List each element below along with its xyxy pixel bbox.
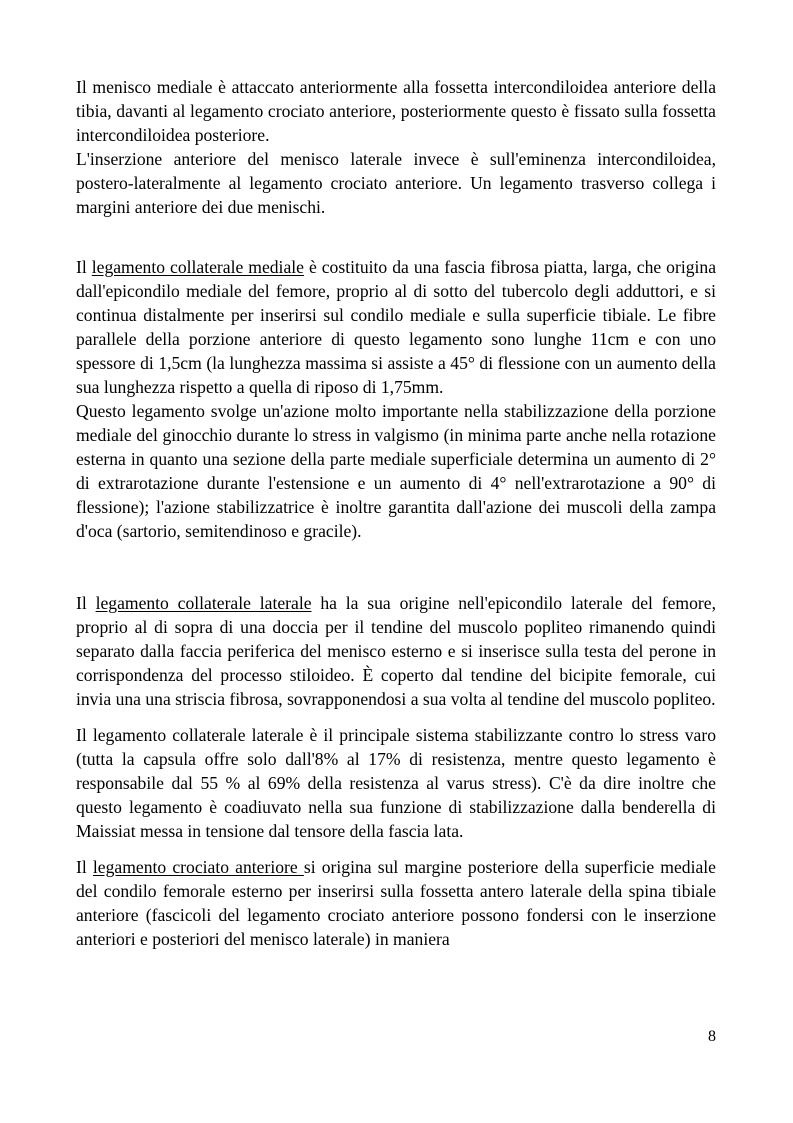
paragraph-menisco-laterale: L'inserzione anteriore del menisco laterale invece è sull'eminenza intercondiloidea, postero-lateralmente al legamento crociato anteriore. Un legamento trasverso collega i margini anteriore dei due menischi. [76, 149, 716, 217]
paragraph-gap [76, 843, 716, 855]
paragraph-gap [76, 711, 716, 723]
paragraph-gap [76, 543, 716, 591]
paragraph-gap [76, 219, 716, 255]
paragraph-collaterale-mediale-funzione: Questo legamento svolge un'azione molto importante nella stabilizzazione della porzione mediale del ginocchio durante lo stress in valgismo (in minima parte anche nella rotazione esterna in quanto una sezione della parte mediale superficiale determina un aumento di 2° di extrarotazione durante l'estensione e un aumento di 4° nell'extrarotazione a 90° di flessione); l'azione stabilizzatrice è inoltre garantita dall'azione dei muscoli della zampa d'oca (sartorio, semitendinoso e gracile). [76, 401, 716, 541]
heading-collaterale-laterale: legamento collaterale laterale [95, 593, 312, 613]
paragraph-collaterale-mediale: Il legamento collaterale mediale è costituito da una fascia fibrosa piatta, larga, che origina dall'epicondilo mediale del femore, proprio al di sotto del tubercolo degli adduttori, e si continua distalmente per inserirsi sul condilo mediale e sulla superficie tibiale. Le fibre parallele della porzione anteriore di questo legamento sono lunghe 11cm e con uno spessore di 1,5cm (la lunghezza massima si assiste a 45° di flessione con un aumento della sua lunghezza rispetto a quella di riposo di 1,75mm. [76, 257, 717, 397]
heading-crociato-anteriore: legamento crociato anteriore [92, 857, 304, 877]
paragraph-collaterale-laterale-funzione: Il legamento collaterale laterale è il principale sistema stabilizzante contro lo stress varo (tutta la capsula offre solo dall'8% al 17% di resistenza, mentre questo legamento è responsabile dal 55 % al 69% della resistenza al varus stress). C'è da dire inoltre che questo legamento è coadiuvato nella sua funzione di stabilizzazione dalla benderella di Maissiat messa in tensione dal tensore della fascia lata. [76, 725, 716, 841]
paragraph-menisco-mediale: Il menisco mediale è attaccato anteriormente alla fossetta intercondiloidea anteriore della tibia, davanti al legamento crociato anteriore, posteriormente questo è fissato sulla fossetta intercondiloidea posteriore. [76, 77, 716, 145]
page-number: 8 [708, 1028, 716, 1045]
paragraph-crociato-anteriore: Il legamento crociato anteriore si origina sul margine posteriore della superficie mediale del condilo femorale esterno per inserirsi sulla fossetta antero laterale della spina tibiale anteriore (fascicoli del legamento crociato anteriore possono fondersi con le inserzione anteriori e posteriori del menisco laterale) in maniera [76, 857, 716, 949]
paragraph-collaterale-laterale: Il legamento collaterale laterale ha la sua origine nell'epicondilo laterale del femore, proprio al di sopra di una doccia per il tendine del muscolo popliteo rimanendo quindi separato dalla faccia periferica del menisco esterno e si inserisce sulla testa del perone in corrispondenza del processo stiloideo. È coperto dal tendine del bicipite femorale, cui invia una una striscia fibrosa, sovrapponendosi a sua volta al tendine del muscolo popliteo. [76, 593, 716, 709]
document-page [76, 75, 716, 951]
heading-collaterale-mediale: legamento collaterale mediale [91, 257, 304, 277]
